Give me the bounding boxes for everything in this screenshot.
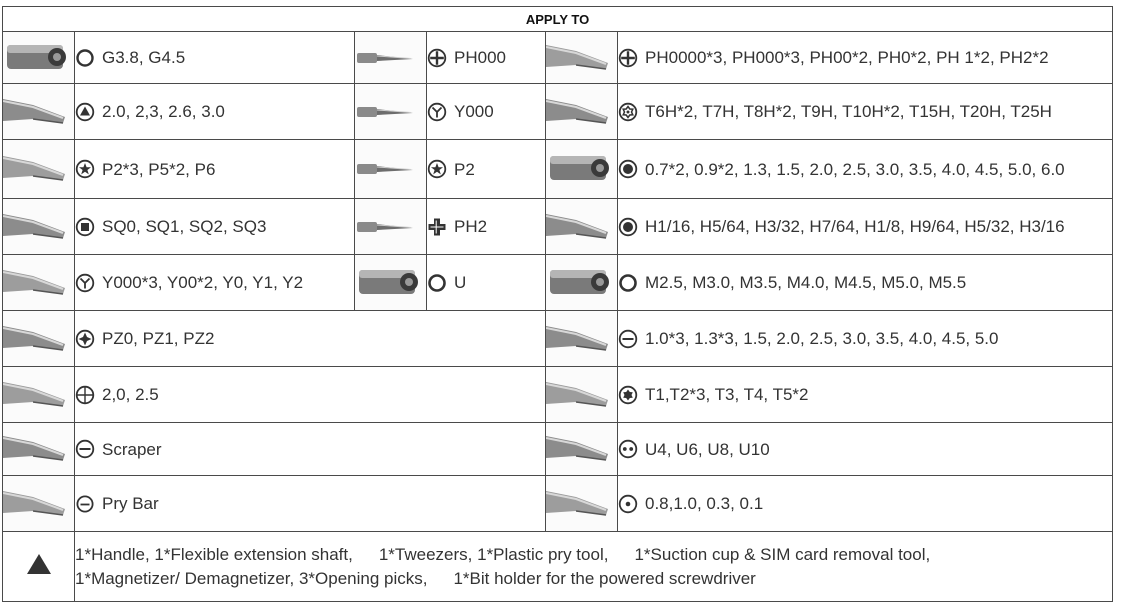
torx-hollow-icon — [618, 102, 638, 122]
bit-sizes-cell — [75, 84, 355, 140]
bit-photo — [546, 84, 618, 140]
accessory-item: 1*Magnetizer/ Demagnetizer, 3*Opening picks, — [75, 568, 428, 588]
bit-sizes: 0.8,1.0, 0.3, 0.1 — [645, 494, 764, 513]
slotted-icon — [75, 439, 95, 459]
bit-photo — [3, 423, 75, 476]
square-icon — [75, 217, 95, 237]
bit-photo — [546, 476, 618, 532]
torx-icon — [618, 385, 638, 405]
bit-photo — [3, 255, 75, 311]
bit-sizes-cell — [427, 32, 546, 84]
bit-sizes-cell — [75, 255, 355, 311]
phillips-icon — [427, 48, 447, 68]
table-row — [3, 84, 1113, 140]
bit-photo — [546, 367, 618, 423]
accessory-item: 1*Tweezers, 1*Plastic pry tool, — [378, 544, 609, 564]
table-row — [3, 140, 1113, 199]
bit-sizes-cell — [427, 199, 546, 255]
accessory-marker — [3, 532, 75, 602]
bit-photo — [355, 84, 427, 140]
accessory-item: 1*Handle, 1*Flexible extension shaft, — [75, 544, 353, 564]
y-type-icon — [427, 102, 447, 122]
bit-sizes: T6H*2, T7H, T8H*2, T9H, T10H*2, T15H, T20H, T25H — [645, 102, 1052, 121]
table-row — [3, 423, 1113, 476]
bit-sizes: Scraper — [102, 439, 162, 459]
bit-photo — [355, 140, 427, 199]
bit-sizes: SQ0, SQ1, SQ2, SQ3 — [102, 217, 267, 236]
slotted-small-icon — [75, 494, 95, 514]
hex-icon — [618, 159, 638, 179]
table-row — [3, 255, 1113, 311]
bit-photo — [546, 140, 618, 199]
bit-sizes-cell — [75, 367, 546, 423]
bit-photo — [355, 255, 427, 311]
bit-sizes-cell — [618, 311, 1113, 367]
cross-solid-icon — [427, 217, 447, 237]
bit-sizes: Y000*3, Y00*2, Y0, Y1, Y2 — [102, 273, 304, 292]
table-row — [3, 476, 1113, 532]
apply-to-table — [2, 6, 1113, 602]
bit-sizes: P2 — [454, 159, 475, 179]
bit-sizes-cell — [618, 32, 1113, 84]
bit-sizes-cell — [618, 84, 1113, 140]
bit-sizes-cell — [75, 199, 355, 255]
bit-photo — [3, 476, 75, 532]
bit-sizes-cell — [75, 423, 546, 476]
bit-sizes: T1,T2*3, T3, T4, T5*2 — [645, 385, 809, 404]
pozidriv-icon — [75, 329, 95, 349]
bit-photo — [3, 311, 75, 367]
bit-sizes: PZ0, PZ1, PZ2 — [102, 329, 215, 348]
bit-sizes: M2.5, M3.0, M3.5, M4.0, M4.5, M5.0, M5.5 — [645, 273, 967, 292]
bit-photo — [3, 199, 75, 255]
bit-sizes: 2,0, 2.5 — [102, 385, 159, 404]
table-row — [3, 311, 1113, 367]
pentalobe-icon — [75, 159, 95, 179]
bit-sizes: G3.8, G4.5 — [102, 48, 186, 67]
accessory-list — [75, 532, 1113, 602]
phillips-icon — [618, 48, 638, 68]
pentalobe-icon — [427, 159, 447, 179]
bit-sizes-cell — [75, 476, 546, 532]
y-type-icon — [75, 273, 95, 293]
bit-sizes-cell — [427, 140, 546, 199]
bit-sizes-cell — [618, 199, 1113, 255]
bit-sizes-cell — [618, 367, 1113, 423]
bit-sizes: U4, U6, U8, U10 — [645, 439, 770, 459]
bit-photo — [546, 32, 618, 84]
bit-sizes: PH0000*3, PH000*3, PH00*2, PH0*2, PH 1*2, PH2*2 — [645, 48, 1049, 67]
bit-sizes: PH000 — [454, 48, 506, 67]
dot-icon — [618, 494, 638, 514]
bit-photo — [3, 84, 75, 140]
bit-photo — [3, 140, 75, 199]
table-row — [3, 199, 1113, 255]
accessory-item: 1*Suction cup & SIM card removal tool, — [634, 544, 931, 564]
bit-sizes-cell — [75, 140, 355, 199]
bit-sizes-cell — [618, 140, 1113, 199]
bit-photo — [3, 367, 75, 423]
bit-sizes: Pry Bar — [102, 494, 159, 513]
triangle-icon — [26, 562, 52, 579]
u-ring-icon — [618, 273, 638, 293]
bit-sizes-cell — [427, 84, 546, 140]
spanner-icon — [618, 439, 638, 459]
table-row — [3, 367, 1113, 423]
accessory-item: 1*Bit holder for the powered screwdriver — [453, 568, 756, 588]
bit-photo — [546, 255, 618, 311]
bit-photo — [546, 199, 618, 255]
bit-photo — [546, 423, 618, 476]
u-ring-icon — [427, 273, 447, 293]
bit-sizes-cell — [427, 255, 546, 311]
bit-sizes: 0.7*2, 0.9*2, 1.3, 1.5, 2.0, 2.5, 3.0, 3.5, 4.0, 4.5, 5.0, 6.0 — [645, 159, 1065, 179]
bit-sizes-cell — [75, 311, 546, 367]
slotted-icon — [618, 329, 638, 349]
bit-photo — [546, 311, 618, 367]
cross-thin-icon — [75, 385, 95, 405]
table-header: APPLY TO — [3, 7, 1113, 32]
bit-sizes: 1.0*3, 1.3*3, 1.5, 2.0, 2.5, 3.0, 3.5, 4.0, 4.5, 5.0 — [645, 329, 999, 348]
table-row — [3, 32, 1113, 84]
bit-sizes-cell — [618, 476, 1113, 532]
round-socket-icon — [75, 48, 95, 68]
bit-sizes-cell — [618, 255, 1113, 311]
bit-sizes-cell — [75, 32, 355, 84]
bit-sizes: H1/16, H5/64, H3/32, H7/64, H1/8, H9/64, H5/32, H3/16 — [645, 217, 1065, 236]
bit-sizes-cell — [618, 423, 1113, 476]
triwing-icon — [75, 102, 95, 122]
bit-sizes: 2.0, 2,3, 2.6, 3.0 — [102, 102, 225, 121]
bit-photo — [355, 199, 427, 255]
hex-icon — [618, 217, 638, 237]
bit-photo — [355, 32, 427, 84]
bit-sizes: Y000 — [454, 102, 494, 121]
bit-sizes: P2*3, P5*2, P6 — [102, 159, 216, 179]
bit-sizes: PH2 — [454, 217, 488, 236]
bit-sizes: U — [454, 273, 467, 292]
bit-photo — [3, 32, 75, 84]
